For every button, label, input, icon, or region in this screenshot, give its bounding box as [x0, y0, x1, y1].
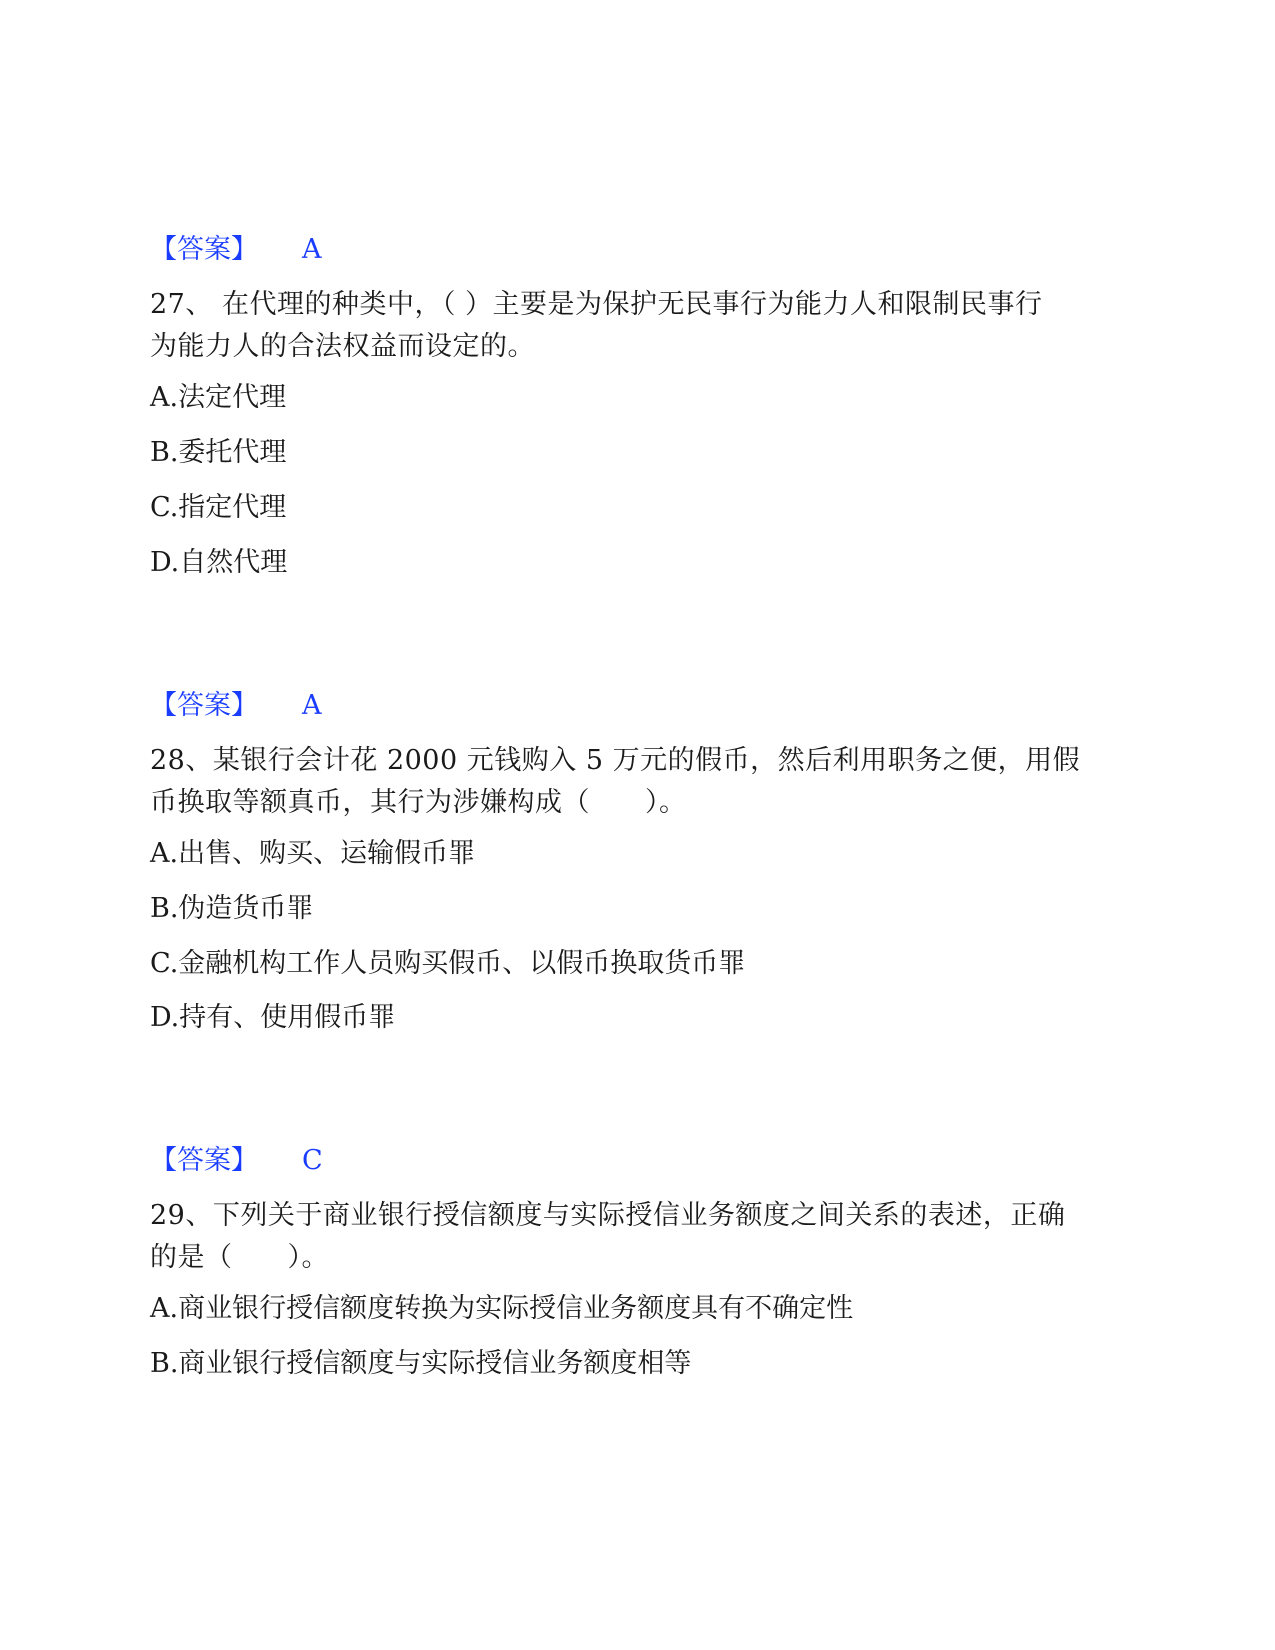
- answer-value: C: [302, 1145, 323, 1176]
- question-text-line: 27、 在代理的种类中，（ ）主要是为保护无民事行为能力人和限制民事行: [150, 289, 1043, 320]
- option-item: A.法定代理: [150, 382, 287, 413]
- question-text-line: 29、下列关于商业银行授信额度与实际授信业务额度之间关系的表述，正确: [150, 1200, 1066, 1231]
- option-item: B.委托代理: [150, 437, 287, 468]
- option-item: D.持有、使用假币罪: [150, 1002, 396, 1033]
- answer-label: 【答案】: [150, 690, 258, 721]
- answer-line: [150, 233, 322, 267]
- question-text-line: 的是（ ）。: [150, 1242, 329, 1273]
- question-text-line: 为能力人的合法权益而设定的。: [150, 331, 535, 362]
- question-text-line: 28、某银行会计花 2000 元钱购入 5 万元的假币，然后利用职务之便，用假: [150, 745, 1081, 776]
- question-text-line: 币换取等额真币，其行为涉嫌构成（ ）。: [150, 787, 687, 818]
- option-item: B.伪造货币罪: [150, 893, 314, 924]
- option-item: C.金融机构工作人员购买假币、以假币换取货币罪: [150, 948, 746, 979]
- answer-value: A: [302, 234, 322, 265]
- option-item: C.指定代理: [150, 492, 287, 523]
- option-item: D.自然代理: [150, 547, 288, 578]
- option-item: A.出售、购买、运输假币罪: [150, 838, 476, 869]
- answer-label: 【答案】: [150, 234, 258, 265]
- option-item: A.商业银行授信额度转换为实际授信业务额度具有不确定性: [150, 1293, 854, 1324]
- answer-label: 【答案】: [150, 1145, 258, 1176]
- answer-value: A: [302, 690, 322, 721]
- option-item: B.商业银行授信额度与实际授信业务额度相等: [150, 1348, 692, 1379]
- answer-line: [150, 689, 322, 723]
- answer-line: [150, 1144, 323, 1178]
